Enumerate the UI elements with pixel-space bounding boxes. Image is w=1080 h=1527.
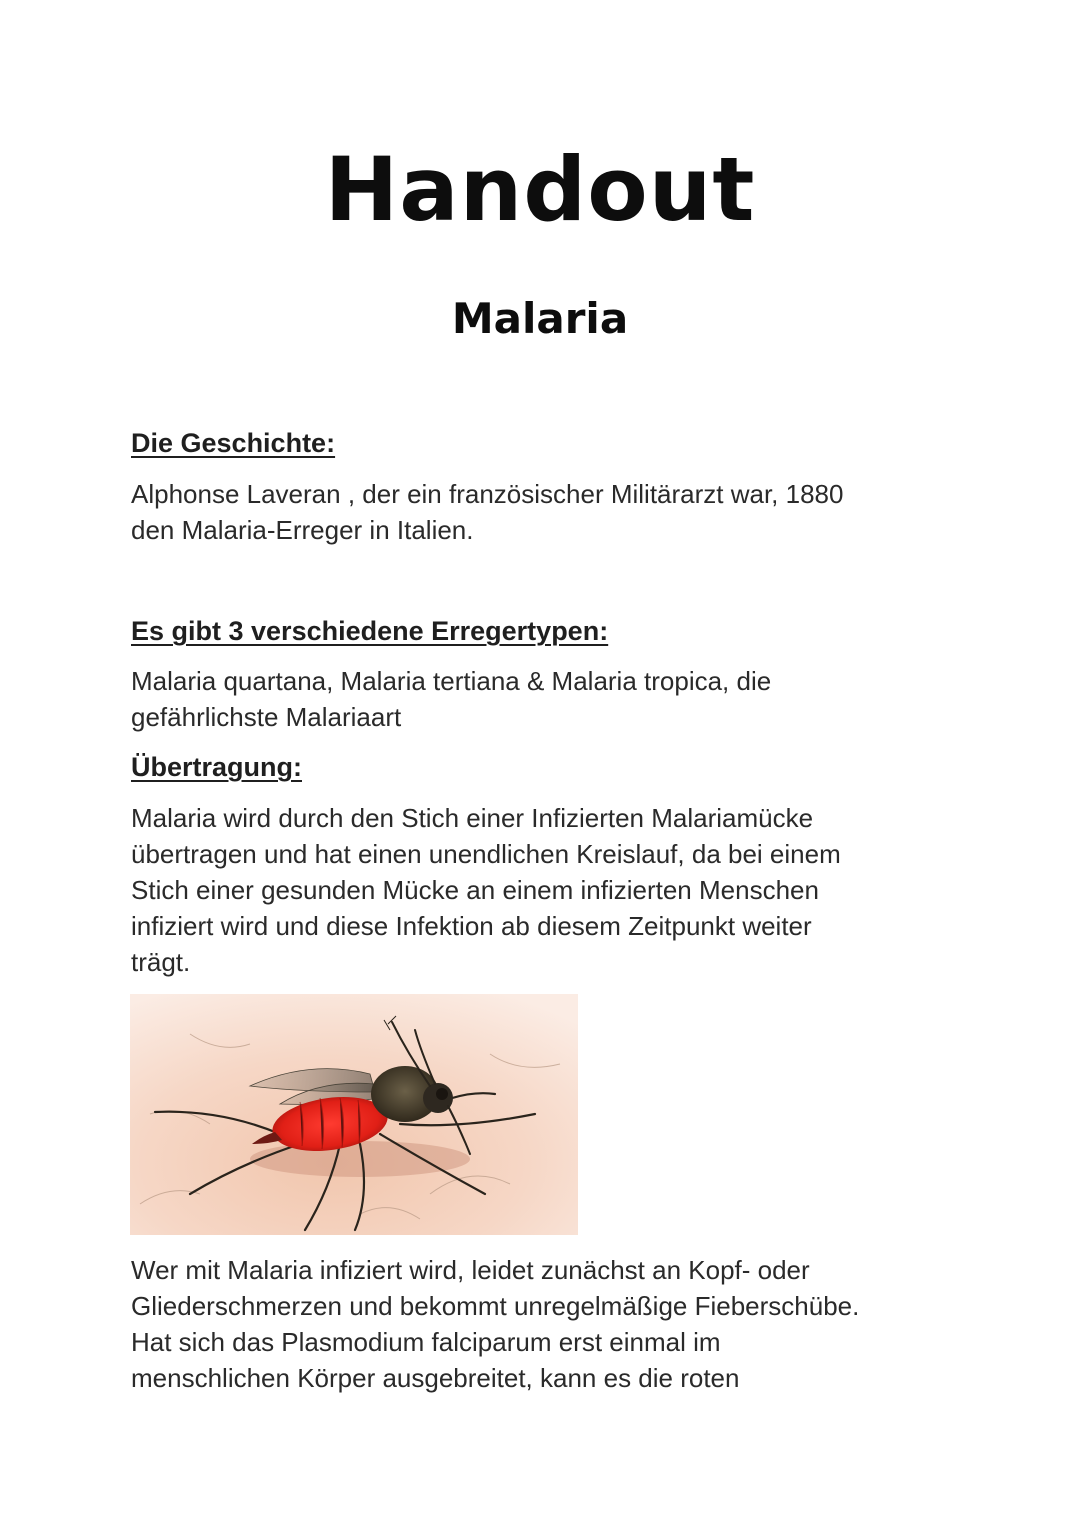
types-heading: Es gibt 3 verschiedene Erregertypen: <box>131 616 609 646</box>
types-paragraph <box>131 663 961 735</box>
text-line: Alphonse Laveran , der ein französischer Militärarzt war, 1880 <box>131 479 844 509</box>
text-line: Wer mit Malaria infiziert wird, leidet zunächst an Kopf- oder <box>131 1255 810 1285</box>
transmission-paragraph <box>131 800 961 980</box>
text-line: gefährlichste Malariaart <box>131 702 402 732</box>
text-line: Gliederschmerzen und bekommt unregelmäßige Fieberschübe. <box>131 1291 860 1321</box>
text-line: den Malaria-Erreger in Italien. <box>131 515 474 545</box>
history-heading: Die Geschichte: <box>131 428 336 458</box>
symptoms-paragraph <box>131 1252 961 1396</box>
history-paragraph <box>131 476 961 548</box>
text-line: Stich einer gesunden Mücke an einem infizierten Menschen <box>131 875 819 905</box>
document-subtitle: Malaria <box>451 294 629 343</box>
text-line: menschlichen Körper ausgebreitet, kann es die roten <box>131 1363 740 1393</box>
transmission-heading: Übertragung: <box>131 752 302 782</box>
text-line: infiziert wird und diese Infektion ab diesem Zeitpunkt weiter <box>131 911 812 941</box>
text-line: übertragen und hat einen unendlichen Kreislauf, da bei einem <box>131 839 841 869</box>
text-line: Hat sich das Plasmodium falciparum erst einmal im <box>131 1327 721 1357</box>
document-title: Handout <box>324 138 756 241</box>
text-line: Malaria quartana, Malaria tertiana & Malaria tropica, die <box>131 666 772 696</box>
text-line: trägt. <box>131 947 191 977</box>
text-line: Malaria wird durch den Stich einer Infizierten Malariamücke <box>131 803 814 833</box>
mosquito-photo <box>130 994 578 1235</box>
